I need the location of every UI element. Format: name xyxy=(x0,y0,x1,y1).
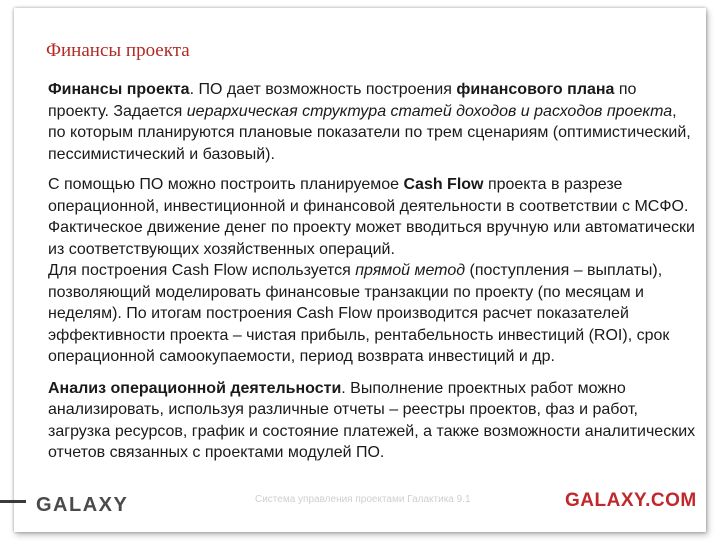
paragraph-cash-flow: С помощью ПО можно построить планируемое Cash Flow проекта в разрезе операционной, инвестиционной и финансовой деятельности в соответствии с МСФО. Фактическое движение денег по проекту может вводиться вручную или автоматически из соответствующих хозяйственных операций. xyxy=(48,176,695,258)
slide-content xyxy=(48,79,696,464)
term-direct-method: прямой метод xyxy=(355,262,466,279)
term-hierarchy: иерархическая структура статей доходов и расходов проекта xyxy=(186,102,673,120)
slide-title: Финансы проекта xyxy=(46,40,190,61)
footer-caption: Система управления проектами Галактика 9.1 xyxy=(255,494,471,505)
term-operations-analysis: Анализ операционной деятельности xyxy=(48,379,342,397)
galaxy-logo-text: GALAXY xyxy=(36,494,129,516)
term-financial-plan: финансового плана xyxy=(456,81,615,98)
galaxy-com-text: GALAXY.COM xyxy=(565,490,697,511)
term-cash-flow: Cash Flow xyxy=(403,176,484,193)
paragraph-operations: Анализ операционной деятельности. Выполнение проектных работ можно анализировать, используя различные отчеты – реестры проектов, фаз и работ, загрузка ресурсов, график и состояние платежей, а также возможности аналитических отчетов связанных с проектами модулей ПО. xyxy=(48,379,696,461)
term-project-finance: Финансы проекта xyxy=(48,81,190,98)
paragraph-direct-method: Для построения Cash Flow используется прямой метод (поступления – выплаты), позволяющий моделировать финансовые транзакции по проекту (по месяцам и неделям). По итогам построения Cash Flow производится расчет показателей эффективности проекта – чистая прибыль, рентабельность инвестиций (ROI), срок операционной самоокупаемости, период возврата инвестиций и др. xyxy=(48,262,670,365)
paragraph-finance: Финансы проекта. ПО дает возможность построения финансового плана по проекту. Задается иерархическая структура статей доходов и расходов проекта, по которым планируются плановые показатели по трем сценариям (оптимистический, пессимистический и базовый). xyxy=(48,81,691,163)
